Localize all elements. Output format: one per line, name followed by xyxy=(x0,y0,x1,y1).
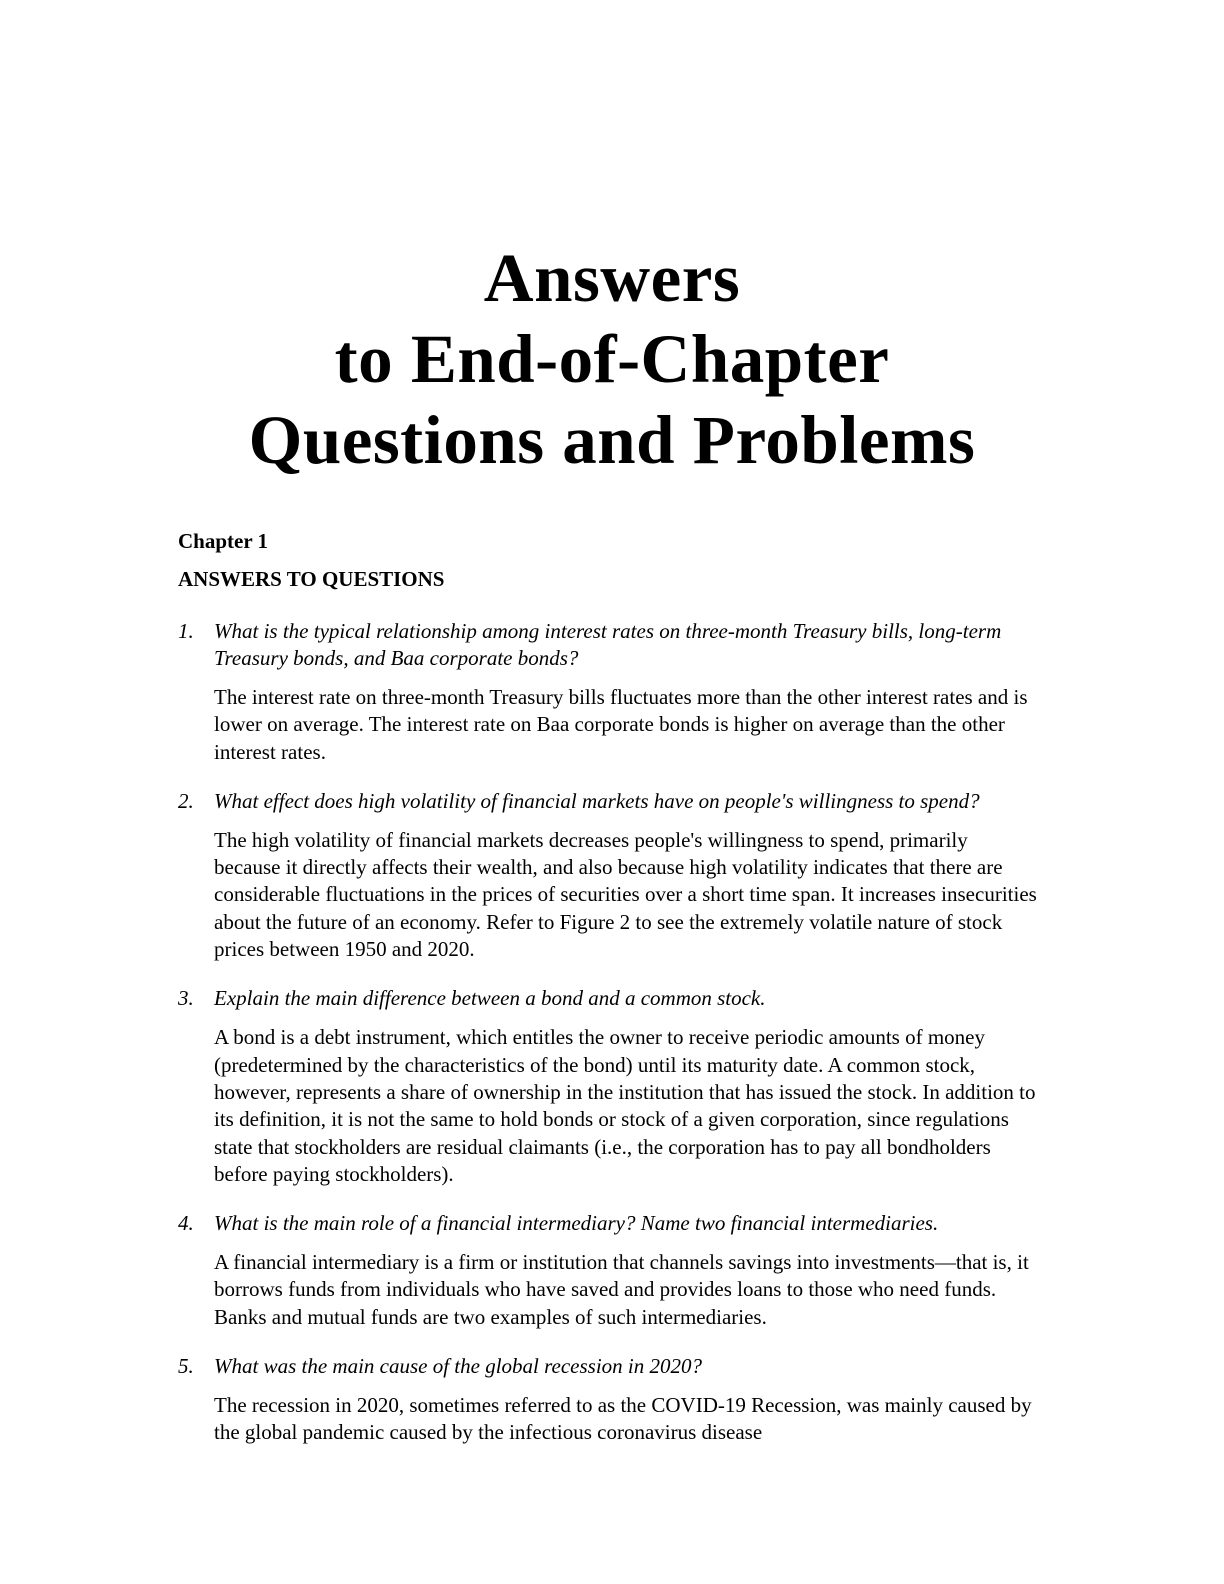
title-line-2: to End-of-Chapter xyxy=(334,321,890,397)
qa-item xyxy=(178,1210,1038,1331)
answer-text: A bond is a debt instrument, which entitles the owner to receive periodic amounts of money (predetermined by the characteristics of the bond) until its maturity date. A common stock, however, represents a share of ownership in the institution that has issued the stock. In addition to its definition, it is not the same to hold bonds or stock of a given corporation, since regulations state that stockholders are residual claimants (i.e., the corporation has to pay all bondholders before paying stockholders). xyxy=(214,1025,1036,1186)
question-number: 3. xyxy=(178,986,194,1011)
answer-text: The high volatility of financial markets decreases people's willingness to spend, primarily because it directly affects their wealth, and also because high volatility indicates that there are considerable fluctuations in the prices of securities over a short time span. It increases insecurities about the future of an economy. Refer to Figure 2 to see the extremely volatile nature of stock prices between 1950 and 2020. xyxy=(214,827,1037,962)
question-number: 1. xyxy=(178,619,194,643)
chapter-heading: Chapter 1 xyxy=(178,529,269,553)
qa-item xyxy=(178,788,1038,963)
document-title xyxy=(0,238,1224,481)
answer-text: The recession in 2020, sometimes referred to as the COVID-19 Recession, was mainly caused by the global pandemic caused by the infectious coronavirus disease xyxy=(214,1393,1032,1445)
question-text: Explain the main difference between a bond and a common stock. xyxy=(214,986,766,1011)
answer-text: A financial intermediary is a firm or institution that channels savings into investments—that is, it borrows funds from individuals who have saved and provides loans to those who need funds. Banks and mutual funds are two examples of such intermediaries. xyxy=(214,1250,1029,1329)
qa-item xyxy=(178,618,1038,766)
question-text: What effect does high volatility of financial markets have on people's willingness to spend? xyxy=(214,788,980,813)
question-number: 2. xyxy=(178,788,194,813)
question-text: What is the typical relationship among interest rates on three-month Treasury bills, long-term Treasury bonds, and Baa corporate bonds? xyxy=(214,619,1002,670)
question-number: 5. xyxy=(178,1354,194,1379)
question-text: What was the main cause of the global recession in 2020? xyxy=(214,1354,703,1379)
question-text: What is the main role of a financial intermediary? Name two financial intermediaries. xyxy=(214,1211,939,1236)
document-body xyxy=(178,528,1038,1447)
answer-text: The interest rate on three-month Treasury bills fluctuates more than the other interest rates and is lower on average. The interest rate on Baa corporate bonds is higher on average than the other interest rates. xyxy=(214,685,1028,764)
qa-item xyxy=(178,1353,1038,1447)
title-line-1: Answers xyxy=(483,240,741,316)
title-line-3: Questions and Problems xyxy=(248,402,976,478)
question-number: 4. xyxy=(178,1211,194,1236)
qa-item xyxy=(178,985,1038,1188)
section-heading: ANSWERS TO QUESTIONS xyxy=(178,567,445,591)
